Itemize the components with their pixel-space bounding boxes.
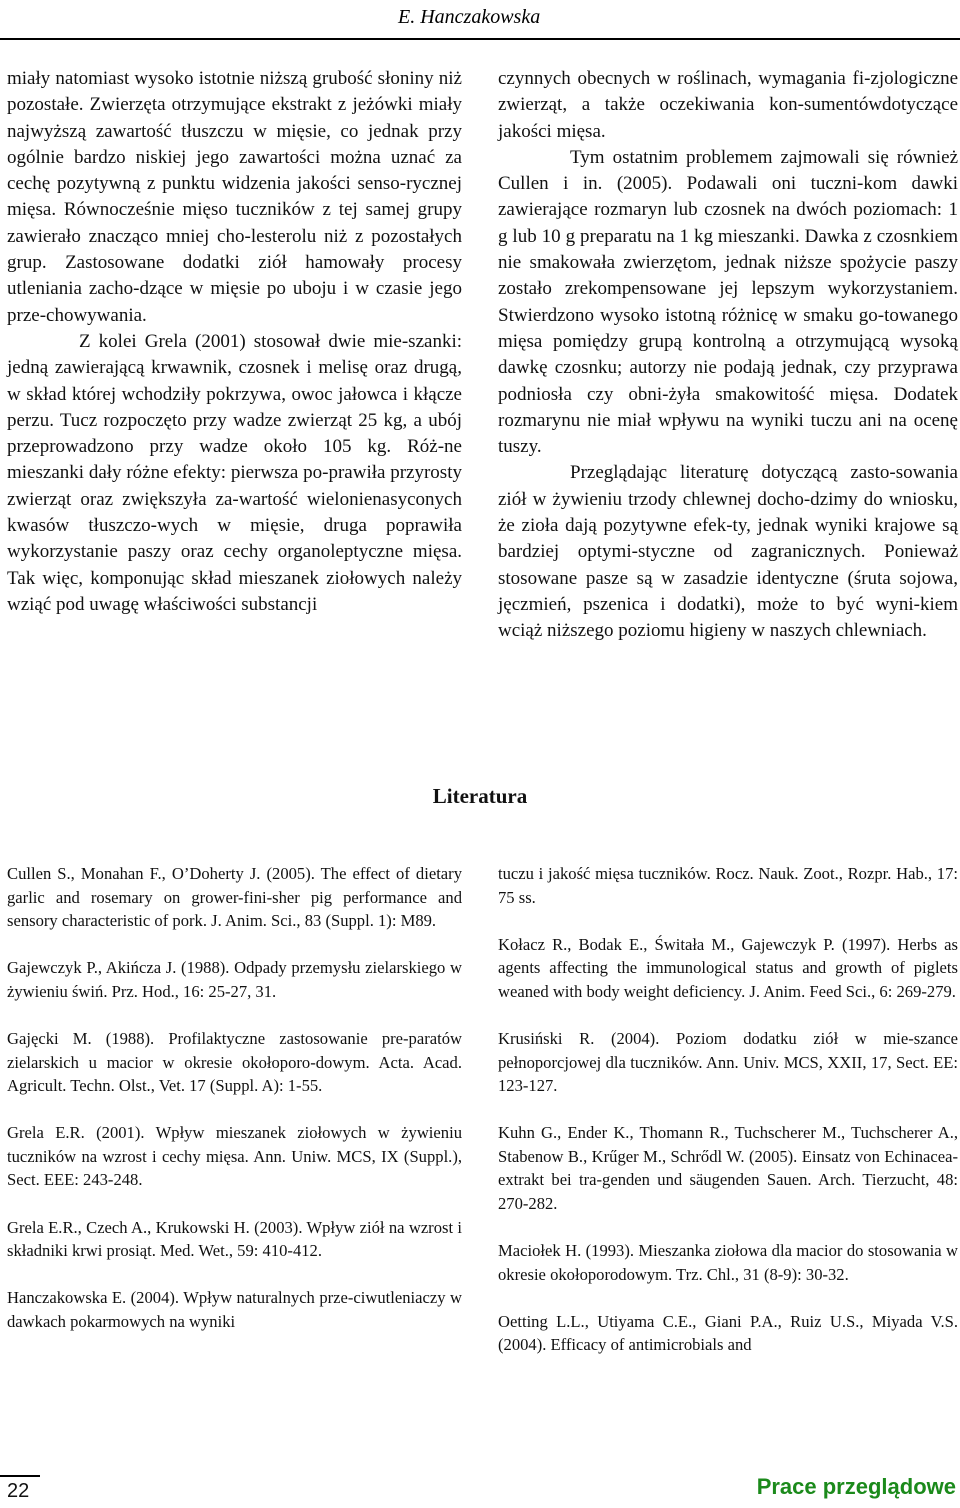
running-header: [0, 0, 960, 40]
reference-entry: Kuhn G., Ender K., Thomann R., Tuchscherer M., Tuchscherer A., Stabenow B., Krűger M., Schrődl W. (2005). Einsatz von Echinacea-extrakt bei tra-genden und säugenden Sauen. Arch. Tierzucht, 48: 270-282.: [498, 1123, 958, 1214]
body-paragraph: Z kolei Grela (2001) stosował dwie mie-szanki: jedną zawierającą krwawnik, czosnek i melisę oraz drugą, w skład której wchodziły pokrzywa, owoc jałowca i kłącze perzu. Tucz rozpoczęto przy wadze zwierząt 25 kg, a ubój przeprowadzono przy wadze około 105 kg. Róż-ne mieszanki dały różne efekty: pierwsza po-prawiła przyrosty zwierząt oraz zwiększyła za-wartość wielonienasyconych kwasów tłuszczo-wych w mięsie, druga poprawiła wykorzystanie paszy oraz cechy organoleptyczne mięsa. Tak więc, komponując skład mieszanek ziołowych należy wziąć pod uwagę właściwości substancji: [7, 330, 462, 615]
reference-entry: Grela E.R., Czech A., Krukowski H. (2003). Wpływ ziół na wzrost i składniki krwi prosiąt. Med. Wet., 59: 410-412.: [7, 1217, 462, 1261]
header-rule: [0, 38, 960, 40]
page-number: 22: [7, 1480, 30, 1502]
reference-entry: Kołacz R., Bodak E., Świtała M., Gajewczyk P. (1997). Herbs as agents affecting the immunological status and growth of piglets weaned with body weight deficiency. J. Anim. Feed Sci., 6: 269-279.: [498, 934, 958, 1001]
reference-entry: Gajewczyk P., Akińcza J. (1988). Odpady przemysłu zielarskiego w żywieniu świń. Prz. Hod., 16: 25-27, 31.: [7, 958, 462, 1001]
literature-heading: Literatura: [432, 784, 528, 808]
reference-entry: Oetting L.L., Utiyama C.E., Giani P.A., Ruiz U.S., Miyada V.S. (2004). Efficacy of antimicrobials and: [498, 1311, 958, 1355]
reference-entry: Maciołek H. (1993). Mieszanka ziołowa dla macior do stosowania w okresie okołoporodowym. Trz. Chl., 31 (8-9): 30-32.: [498, 1241, 958, 1284]
reference-entry: tuczu i jakość mięsa tuczników. Rocz. Nauk. Zoot., Rozpr. Hab., 17: 75 ss.: [498, 864, 958, 907]
reference-entry: Gajęcki M. (1988). Profilaktyczne zastosowanie pre-paratów zielarskich u macior w okresie okołoporo-dowym. Acta. Acad. Agricult. Techn. Olst., Vet. 17 (Suppl. A): 1-55.: [7, 1028, 462, 1096]
reference-entry: Cullen S., Monahan F., O’Doherty J. (2005). The effect of dietary garlic and rosemary on grower-fini-sher pig performance and sensory characteristic of pork. J. Anim. Sci., 83 (Suppl. 1): M89.: [7, 864, 462, 931]
section-label: Prace przeglądowe: [756, 1474, 956, 1499]
body-paragraph: Tym ostatnim problemem zajmowali się również Cullen i in. (2005). Podawali oni tuczni-kom dawki zawierające rozmaryn lub czosnek na dwóch poziomach: 1 g lub 10 g preparatu na 1 kg mieszanki. Dawka z czosnkiem nie smakowała zwierzętom, jednak niższe spożycie paszy zostało zrekompensowane jej lepszym wykorzystaniem. Stwierdzono wysoko istotną różnicę w smaku go-towanego mięsa pomiędzy grupą kontrolną a otrzymującą wysoką dawkę czosnku; autorzy nie podają jednak, czy przyprawa podniosła czy obni-żyła smakowitość mięsa. Dodatek rozmarynu nie miał wpływu na wyniki tuczu ani na ocenę tuszy.: [498, 146, 958, 458]
references-column-left: [7, 862, 462, 1357]
reference-entry: Krusiński R. (2004). Poziom dodatku ziół w mie-szance pełnoporcjowej dla tuczników. Ann. Univ. MCS, XXII, 17, Sect. EE: 123-127.: [498, 1028, 958, 1096]
header-author: E. Hanczakowska: [398, 6, 541, 28]
body-paragraph: Przeglądając literaturę dotyczącą zasto-sowania ziół w żywieniu trzody chlewnej docho-dzimy do wniosku, że zioła dają pozytywne efek-ty, jednak wyniki krajowe są bardziej optymi-styczne od zagranicznych. Ponieważ stosowane pasze są w zasadzie identyczne (śruta sojowa, jęczmień, pszenica i dodatki), może to być wyni-kiem wciąż niższego poziomu higieny w naszych chlewniach.: [498, 462, 958, 642]
footer-rule: [0, 1475, 40, 1477]
references-column-right: [498, 862, 958, 1381]
body-paragraph: miały natomiast wysoko istotnie niższą grubość słoniny niż pozostałe. Zwierzęta otrzymujące ekstrakt z jeżówki miały najwyższą zawartość tłuszczu w mięsie, co jednak przy ogólnie bardzo niskiej jego zawartości można uznać za cechę pozytywną z punktu widzenia jakości senso-rycznej mięsa. Równocześnie mięso tuczników z tej samej grupy zawierało znacząco mniej cho-lesterolu niż z pozostałych grup. Zastosowane dodatki ziół hamowały procesy utleniania zacho-dzące w mięsie po uboju i w czasie jego prze-chowywania.: [7, 68, 462, 326]
body-column-right: [498, 66, 958, 645]
body-paragraph: czynnych obecnych w roślinach, wymagania fi-zjologiczne zwierząt, a także oczekiwania kon-sumentówdotyczące jakości mięsa.: [498, 68, 958, 142]
reference-entry: Grela E.R. (2001). Wpływ mieszanek ziołowych w żywieniu tuczników na wzrost i cechy mięsa. Ann. Uniw. MCS, IX (Suppl.), Sect. EEE: 243-248.: [7, 1123, 462, 1190]
body-column-left: [7, 66, 462, 618]
reference-entry: Hanczakowska E. (2004). Wpływ naturalnych prze-ciwutleniaczy w dawkach pokarmowych na wyniki: [7, 1288, 462, 1331]
